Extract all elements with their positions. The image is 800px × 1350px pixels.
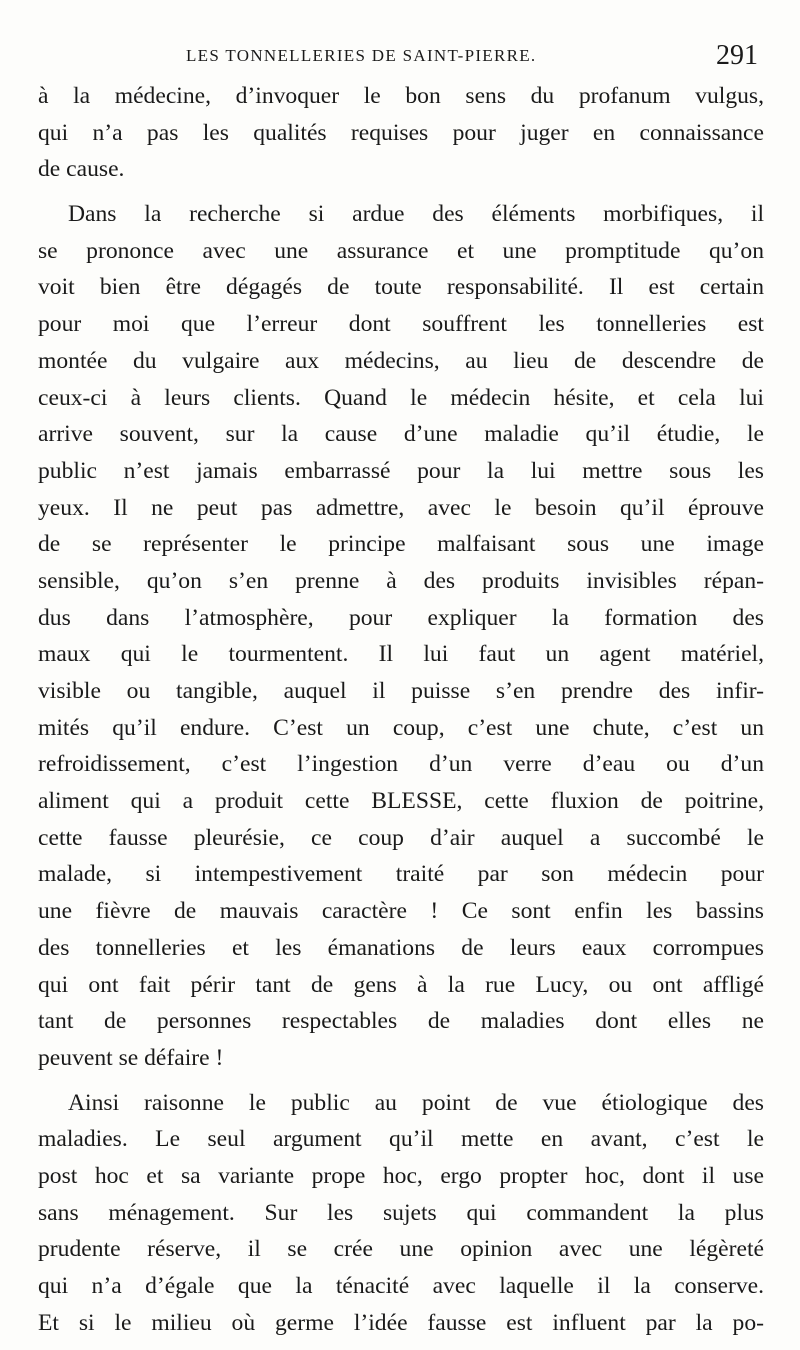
body-text [38,78,764,1341]
text-line: Et si le milieu où germe l’idée fausse est influent par la po- [38,1309,764,1336]
text-line: montée du vulgaire aux médecins, au lieu de descendre de [38,347,764,374]
text-line: des tonnelleries et les émanations de leurs eaux corrompues [38,934,764,961]
text-line: dus dans l’atmosphère, pour expliquer la formation des [38,604,764,631]
running-title: LES TONNELLERIES DE SAINT-PIERRE. [186,46,537,65]
text-line: se prononce avec une assurance et une promptitude qu’on [38,237,764,264]
text-line: aliment qui a produit cette BLESSE, cette fluxion de poitrine, [38,788,764,815]
text-line: Dans la recherche si ardue des éléments morbifiques, il [68,201,764,228]
text-line: une fièvre de mauvais caractère ! Ce sont enfin les bassins [38,898,764,925]
text-line: à la médecine, d’invoquer le bon sens du profanum vulgus, [38,83,764,109]
paragraph-spacer [38,188,764,196]
text-line: sensible, qu’on s’en prenne à des produits invisibles répan- [38,567,764,594]
text-line: refroidissement, c’est l’ingestion d’un verre d’eau ou d’un [38,751,764,778]
page-number: 291 [716,40,758,71]
text-line: ceux-ci à leurs clients. Quand le médecin hésite, et cela lui [38,384,764,411]
text-line: mités qu’il endure. C’est un coup, c’est une chute, c’est un [38,714,764,741]
text-line: tant de personnes respectables de maladies dont elles ne [38,1008,764,1035]
text-line: yeux. Il ne peut pas admettre, avec le besoin qu’il éprouve [38,494,764,521]
text-line: post hoc et sa variante prope hoc, ergo propter hoc, dont il use [38,1162,764,1189]
text-line: malade, si intempestivement traité par son médecin pour [38,861,764,888]
text-line: maladies. Le seul argument qu’il mette en avant, c’est le [38,1126,764,1153]
paragraph-1 [38,78,764,188]
text-line: peuvent se défaire ! [38,1044,224,1071]
text-line: qui n’a d’égale que la ténacité avec laquelle il la conserve. [38,1273,764,1299]
text-line: visible ou tangible, auquel il puisse s’en prendre des infir- [38,678,764,704]
text-line: de se représenter le principe malfaisant sous une image [38,531,764,558]
text-line: public n’est jamais embarrassé pour la lui mettre sous les [38,457,764,484]
text-line: voit bien être dégagés de toute responsabilité. Il est certain [38,274,764,301]
paragraph-spacer [38,1077,764,1085]
text-line: qui n’a pas les qualités requises pour juger en connaissance [38,119,764,146]
text-line: prudente réserve, il se crée une opinion avec une légèreté [38,1236,764,1263]
text-line: maux qui le tourmentent. Il lui faut un agent matériel, [38,641,764,668]
text-line: sans ménagement. Sur les sujets qui commandent la plus [38,1199,764,1226]
text-line: de cause. [38,156,125,183]
paragraph-2 [38,196,764,1077]
text-line: arrive souvent, sur la cause d’une maladie qu’il étudie, le [38,421,764,448]
text-line: cette fausse pleurésie, ce coup d’air auquel a succombé le [38,824,764,851]
text-line: qui ont fait périr tant de gens à la rue Lucy, ou ont affligé [38,971,764,998]
text-line: pour moi que l’erreur dont souffrent les tonnelleries est [38,311,764,338]
running-header [46,40,764,76]
paragraph-3 [38,1085,764,1342]
text-line: Ainsi raisonne le public au point de vue étiologique des [68,1089,764,1116]
